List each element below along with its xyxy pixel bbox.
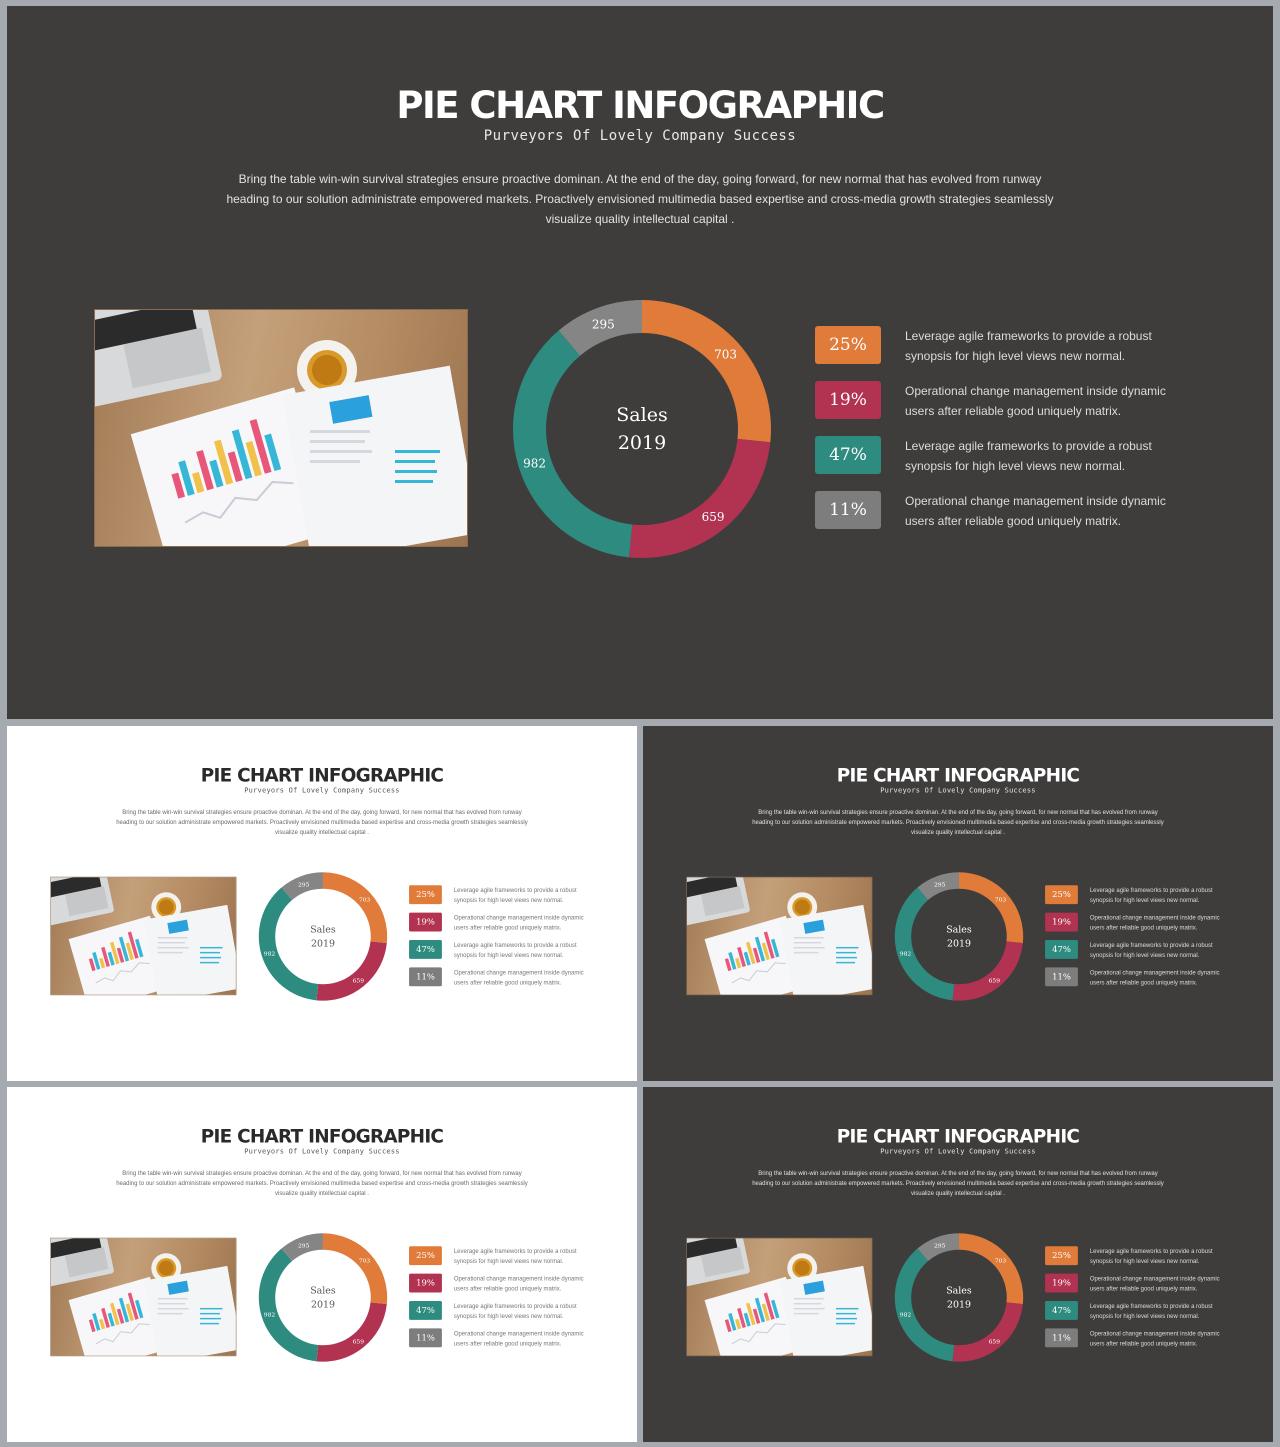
legend-text: Leverage agile frameworks to provide a robust synopsis for high level views new normal. [1089, 886, 1213, 904]
slide-description: Bring the table win-win survival strategies ensure proactive dominan. At the end of the day, going forward, for new normal that has evolved from runway heading to our solution administrate empowered markets. Proactively envisioned multimedia based expertise and cross-media growth strategies seamlessly visualize quality intellectual capital . [752, 808, 1164, 836]
donut-center-label-year: 2019 [310, 938, 335, 950]
donut-slice [316, 1302, 386, 1361]
donut-center-label-sales: Sales [310, 1285, 336, 1297]
donut-slice-label: 295 [591, 317, 615, 332]
donut-slice-label: 982 [263, 1311, 276, 1319]
desk-photo [94, 309, 468, 547]
slide-content [7, 6, 1273, 719]
percent-badge: 25% [1045, 1246, 1078, 1265]
slide-content [643, 1087, 1273, 1442]
slide-description: Bring the table win-win survival strategies ensure proactive dominan. At the end of the day, going forward, for new normal that has evolved from runway heading to our solution administrate empowered markets. Proactively envisioned multimedia based expertise and cross-media growth strategies seamlessly visualize quality intellectual capital . [752, 1169, 1164, 1197]
slide-subtitle: Purveyors Of Lovely Company Success [244, 786, 400, 795]
legend [1045, 1246, 1234, 1355]
desk-photo-illustration [95, 310, 467, 546]
percent-badge: 19% [409, 1274, 442, 1293]
legend-text: Leverage agile frameworks to provide a robust synopsis for high level views new normal. [453, 1302, 577, 1320]
slide-content [7, 726, 637, 1081]
legend-text: Operational change management inside dynamic users after reliable good uniquely matrix. [1089, 1329, 1220, 1347]
donut-slice-label: 659 [988, 977, 1001, 985]
legend-item [409, 967, 598, 994]
slide-main-dark [7, 6, 1273, 719]
desk-photo-illustration [687, 877, 872, 994]
donut-slice-label: 659 [352, 1338, 365, 1346]
slide-content [7, 1087, 637, 1442]
legend-text: Operational change management inside dynamic users after reliable good uniquely matrix. [1089, 968, 1220, 986]
donut-slice-label: 659 [352, 977, 365, 985]
percent-badge: 25% [409, 1246, 442, 1265]
slide-description: Bring the table win-win survival strategies ensure proactive dominan. At the end of the day, going forward, for new normal that has evolved from runway heading to our solution administrate empowered markets. Proactively envisioned multimedia based expertise and cross-media growth strategies seamlessly visualize quality intellectual capital . [116, 808, 528, 836]
donut-center-label-year: 2019 [310, 1299, 335, 1311]
donut-slice-label: 295 [298, 1242, 310, 1250]
legend-text: Leverage agile frameworks to provide a robust synopsis for high level views new normal. [453, 941, 577, 959]
percent-badge: 25% [1045, 885, 1078, 904]
legend-text: Leverage agile frameworks to provide a robust synopsis for high level views new normal. [453, 886, 577, 904]
donut-slice [316, 941, 386, 1000]
donut-slice [513, 331, 632, 558]
legend [815, 326, 1195, 546]
donut-slices [895, 872, 1023, 1000]
percent-badge: 47% [815, 436, 881, 474]
legend-item [409, 913, 598, 940]
donut-center-label-sales: Sales [616, 404, 668, 426]
percent-badge: 47% [409, 1301, 442, 1320]
legend-item [1045, 885, 1234, 912]
legend-item [409, 1301, 598, 1328]
legend-item [1045, 1301, 1234, 1328]
legend-text: Operational change management inside dynamic users after reliable good uniquely matrix. [905, 494, 1166, 528]
donut-center-label-year: 2019 [946, 1299, 971, 1311]
legend-text: Operational change management inside dynamic users after reliable good uniquely matrix. [905, 384, 1166, 418]
desk-photo [50, 877, 236, 995]
donut-slice-label: 703 [994, 896, 1007, 904]
donut-center-label-sales: Sales [310, 924, 336, 936]
desk-photo [686, 1238, 872, 1356]
percent-badge: 19% [1045, 1274, 1078, 1293]
donut-slice-label: 659 [701, 510, 725, 525]
legend-item [815, 381, 1195, 436]
donut-slice-label: 295 [934, 881, 946, 889]
legend-text: Operational change management inside dynamic users after reliable good uniquely matrix. [1089, 914, 1220, 932]
slide-subtitle: Purveyors Of Lovely Company Success [880, 786, 1036, 795]
percent-badge: 47% [409, 940, 442, 959]
donut-slice-label: 703 [358, 1257, 371, 1265]
legend-item [1045, 913, 1234, 940]
slide-thumb-light-1 [7, 726, 637, 1081]
legend-text: Leverage agile frameworks to provide a robust synopsis for high level views new normal. [905, 439, 1152, 473]
desk-photo [686, 877, 872, 995]
donut-slice-label: 295 [298, 881, 310, 889]
legend-item [815, 326, 1195, 381]
slide-thumb-dark-2 [643, 1087, 1273, 1442]
donut-slice-label: 982 [899, 950, 912, 958]
legend-item [1045, 1246, 1234, 1273]
slide-subtitle: Purveyors Of Lovely Company Success [244, 1147, 400, 1156]
percent-badge: 19% [409, 913, 442, 932]
donut-center-label-year: 2019 [617, 432, 667, 454]
slide-content [643, 726, 1273, 1081]
desk-photo-illustration [687, 1238, 872, 1355]
donut-slice [259, 887, 318, 1000]
legend-item [409, 1246, 598, 1273]
percent-badge: 11% [409, 967, 442, 986]
percent-badge: 11% [1045, 967, 1078, 986]
sales-donut-chart [892, 869, 1026, 1003]
legend-item [1045, 940, 1234, 967]
donut-slices [513, 300, 771, 558]
percent-badge: 19% [815, 381, 881, 419]
legend-text: Operational change management inside dynamic users after reliable good uniquely matrix. [453, 1275, 584, 1293]
donut-center-label-year: 2019 [946, 938, 971, 950]
percent-badge: 47% [1045, 1301, 1078, 1320]
legend-item [1045, 1328, 1234, 1355]
slide-thumb-light-2 [7, 1087, 637, 1442]
slide-thumb-dark-1 [643, 726, 1273, 1081]
legend-item [1045, 967, 1234, 994]
percent-badge: 11% [409, 1328, 442, 1347]
slide-description: Bring the table win-win survival strategies ensure proactive dominan. At the end of the day, going forward, for new normal that has evolved from runway heading to our solution administrate empowered markets. Proactively envisioned multimedia based expertise and cross-media growth strategies seamlessly visualize quality intellectual capital . [116, 1169, 528, 1197]
legend-text: Leverage agile frameworks to provide a robust synopsis for high level views new normal. [1089, 941, 1213, 959]
donut-slice [895, 1248, 954, 1361]
percent-badge: 25% [815, 326, 881, 364]
slide-subtitle: Purveyors Of Lovely Company Success [483, 128, 797, 144]
legend-text: Operational change management inside dynamic users after reliable good uniquely matrix. [453, 968, 584, 986]
slide-subtitle: Purveyors Of Lovely Company Success [880, 1147, 1036, 1156]
percent-badge: 19% [1045, 913, 1078, 932]
donut-slices [259, 1233, 387, 1361]
donut-slices [259, 872, 387, 1000]
sales-donut-chart [256, 869, 390, 1003]
donut-slice [895, 887, 954, 1000]
sales-donut-chart [507, 294, 777, 564]
legend-text: Operational change management inside dynamic users after reliable good uniquely matrix. [453, 914, 584, 932]
legend-item [815, 491, 1195, 546]
donut-slice-label: 982 [899, 1311, 912, 1319]
legend-item [409, 885, 598, 912]
sales-donut-chart [256, 1230, 390, 1364]
donut-slice [629, 439, 770, 558]
legend-item [409, 1328, 598, 1355]
slide-title: PIE CHART INFOGRAPHIC [396, 84, 884, 127]
legend-text: Leverage agile frameworks to provide a robust synopsis for high level views new normal. [1089, 1302, 1213, 1320]
donut-slices [895, 1233, 1023, 1361]
desk-photo [50, 1238, 236, 1356]
donut-slice-label: 982 [263, 950, 276, 958]
donut-slice-label: 659 [988, 1338, 1001, 1346]
donut-slice [952, 1302, 1022, 1361]
donut-center-label-sales: Sales [946, 1285, 972, 1297]
donut-slice [952, 941, 1022, 1000]
desk-photo-illustration [51, 1238, 236, 1355]
slide-title: PIE CHART INFOGRAPHIC [200, 764, 444, 787]
legend-item [815, 436, 1195, 491]
legend-text: Operational change management inside dynamic users after reliable good uniquely matrix. [1089, 1275, 1220, 1293]
desk-photo-illustration [51, 877, 236, 994]
donut-slice-label: 295 [934, 1242, 946, 1250]
legend-text: Operational change management inside dynamic users after reliable good uniquely matrix. [453, 1329, 584, 1347]
slide-title: PIE CHART INFOGRAPHIC [836, 1125, 1080, 1148]
slide-title: PIE CHART INFOGRAPHIC [200, 1125, 444, 1148]
legend-item [409, 940, 598, 967]
slide-title: PIE CHART INFOGRAPHIC [836, 764, 1080, 787]
donut-slice-label: 703 [714, 347, 737, 362]
legend-item [409, 1274, 598, 1301]
sales-donut-chart [892, 1230, 1026, 1364]
slide-description: Bring the table win-win survival strategies ensure proactive dominan. At the end of the day, going forward, for new normal that has evolved from runway heading to our solution administrate empowered markets. Proactively envisioned multimedia based expertise and cross-media growth strategies seamlessly visualize quality intellectual capital . [226, 172, 1054, 226]
legend-item [1045, 1274, 1234, 1301]
percent-badge: 25% [409, 885, 442, 904]
legend [409, 1246, 598, 1355]
donut-center-label-sales: Sales [946, 924, 972, 936]
legend-text: Leverage agile frameworks to provide a robust synopsis for high level views new normal. [1089, 1247, 1213, 1265]
donut-slice-label: 703 [358, 896, 371, 904]
percent-badge: 11% [815, 491, 881, 529]
donut-slice-label: 982 [523, 456, 546, 471]
legend-text: Leverage agile frameworks to provide a robust synopsis for high level views new normal. [453, 1247, 577, 1265]
percent-badge: 11% [1045, 1328, 1078, 1347]
legend-text: Leverage agile frameworks to provide a robust synopsis for high level views new normal. [905, 329, 1152, 363]
donut-slice [259, 1248, 318, 1361]
donut-slice-label: 703 [994, 1257, 1007, 1265]
legend [409, 885, 598, 994]
percent-badge: 47% [1045, 940, 1078, 959]
legend [1045, 885, 1234, 994]
